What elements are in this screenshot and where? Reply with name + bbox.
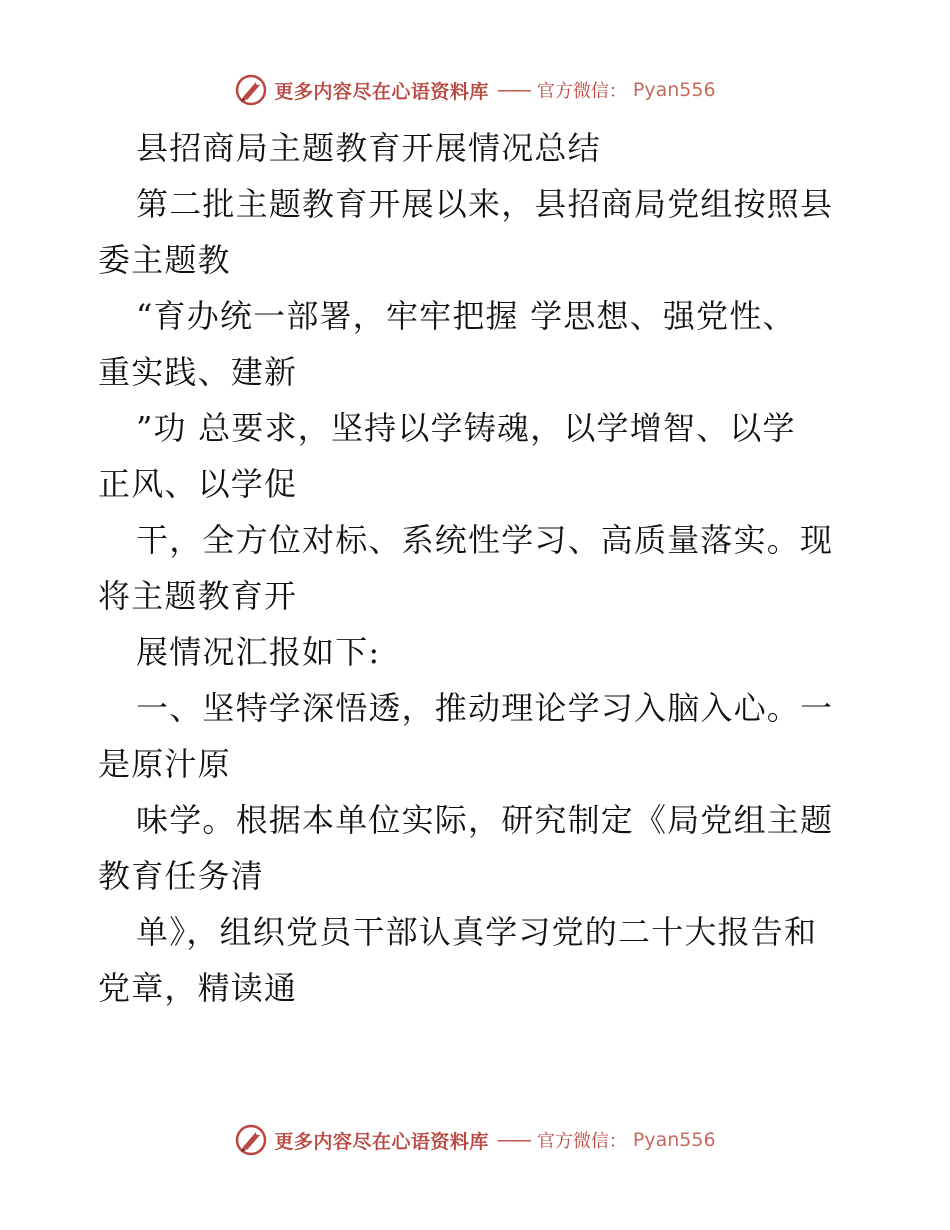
text-line: 味学。根据本单位实际，研究制定《局党组主题 xyxy=(136,801,834,839)
header-watermark xyxy=(0,70,950,110)
watermark-label: 官方微信： xyxy=(536,81,627,102)
watermark-wechat-id: Pyan556 xyxy=(632,1129,716,1151)
watermark-text: 更多内容尽在心语资料库 xyxy=(274,80,489,103)
text-line: 正风、以学促 xyxy=(98,465,298,503)
text-line: 党章，精读通 xyxy=(98,969,298,1007)
text-line: 教育任务清 xyxy=(98,857,265,895)
pen-logo-icon xyxy=(234,1123,268,1157)
text-line: ”功 总要求，坚持以学铸魂，以学增智、以学 xyxy=(136,409,796,447)
text-line: 第二批主题教育开展以来，县招商局党组按照县 xyxy=(136,185,834,223)
text-line: 单》，组织党员干部认真学习党的二十大报告和 xyxy=(136,913,818,951)
document-body xyxy=(98,120,858,1016)
footer-watermark xyxy=(0,1120,950,1160)
text-line: 是原汁原 xyxy=(98,745,231,783)
pen-logo-icon xyxy=(234,73,268,107)
watermark-dash: —— xyxy=(496,79,529,101)
text-line: 将主题教育开 xyxy=(98,577,298,615)
watermark-text: 更多内容尽在心语资料库 xyxy=(274,1130,489,1153)
watermark-wechat-id: Pyan556 xyxy=(632,79,716,101)
watermark-label: 官方微信： xyxy=(536,1131,627,1152)
document-title: 县招商局主题教育开展情况总结 xyxy=(136,129,601,167)
watermark-dash: —— xyxy=(496,1129,529,1151)
text-line: 委主题教 xyxy=(98,241,231,279)
text-line: 干，全方位对标、系统性学习、高质量落实。现 xyxy=(136,521,834,559)
text-line: “育办统一部署，牢牢把握 学思想、强党性、 xyxy=(136,297,796,335)
text-line: 展情况汇报如下: xyxy=(136,633,381,671)
text-line: 一、坚特学深悟透，推动理论学习入脑入心。一 xyxy=(136,689,834,727)
text-line: 重实践、建新 xyxy=(98,353,298,391)
